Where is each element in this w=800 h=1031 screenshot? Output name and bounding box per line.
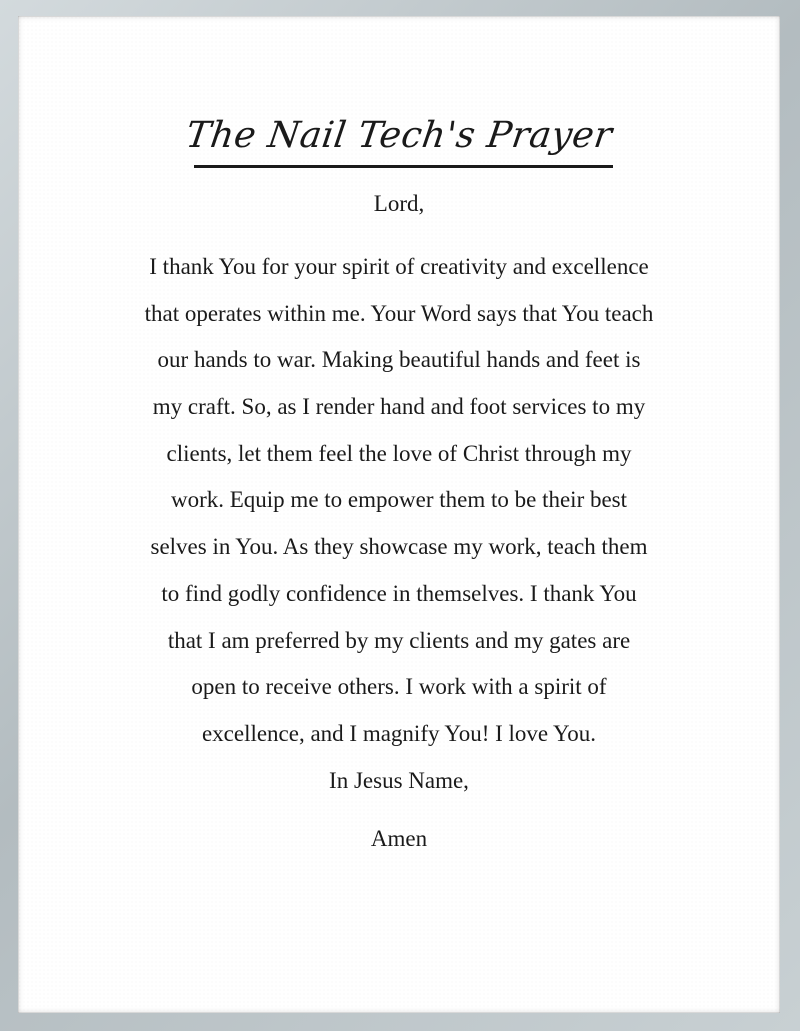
paper-mat	[18, 16, 780, 1013]
prayer-line: selves in You. As they showcase my work, teach them	[150, 534, 648, 560]
prayer-line: to find godly confidence in themselves. I thank You	[161, 580, 637, 606]
title-container	[18, 116, 780, 158]
closing-line: In Jesus Name,	[329, 768, 469, 793]
prayer-line: work. Equip me to empower them to be their best	[170, 487, 628, 513]
prayer-line: that operates within me. Your Word says that You teach	[144, 300, 654, 326]
title-underline	[194, 165, 613, 168]
prayer-text	[18, 244, 780, 758]
salutation: Lord,	[373, 191, 425, 216]
amen-line: Amen	[370, 826, 428, 851]
prayer-line: excellence, and I magnify You! I love You.	[201, 720, 597, 746]
prayer-line: my craft. So, as I render hand and foot services to my	[152, 394, 646, 420]
prayer-body	[18, 186, 780, 758]
prayer-line: that I am preferred by my clients and my gates are	[167, 627, 631, 653]
prayer-line: our hands to war. Making beautiful hands and feet is	[157, 347, 641, 373]
prayer-line: open to receive others. I work with a spirit of	[191, 674, 607, 700]
prayer-line: clients, let them feel the love of Christ through my	[166, 440, 632, 466]
prayer-line: I thank You for your spirit of creativity and excellence	[149, 254, 649, 279]
document-title: The Nail Tech's Prayer	[183, 115, 615, 156]
